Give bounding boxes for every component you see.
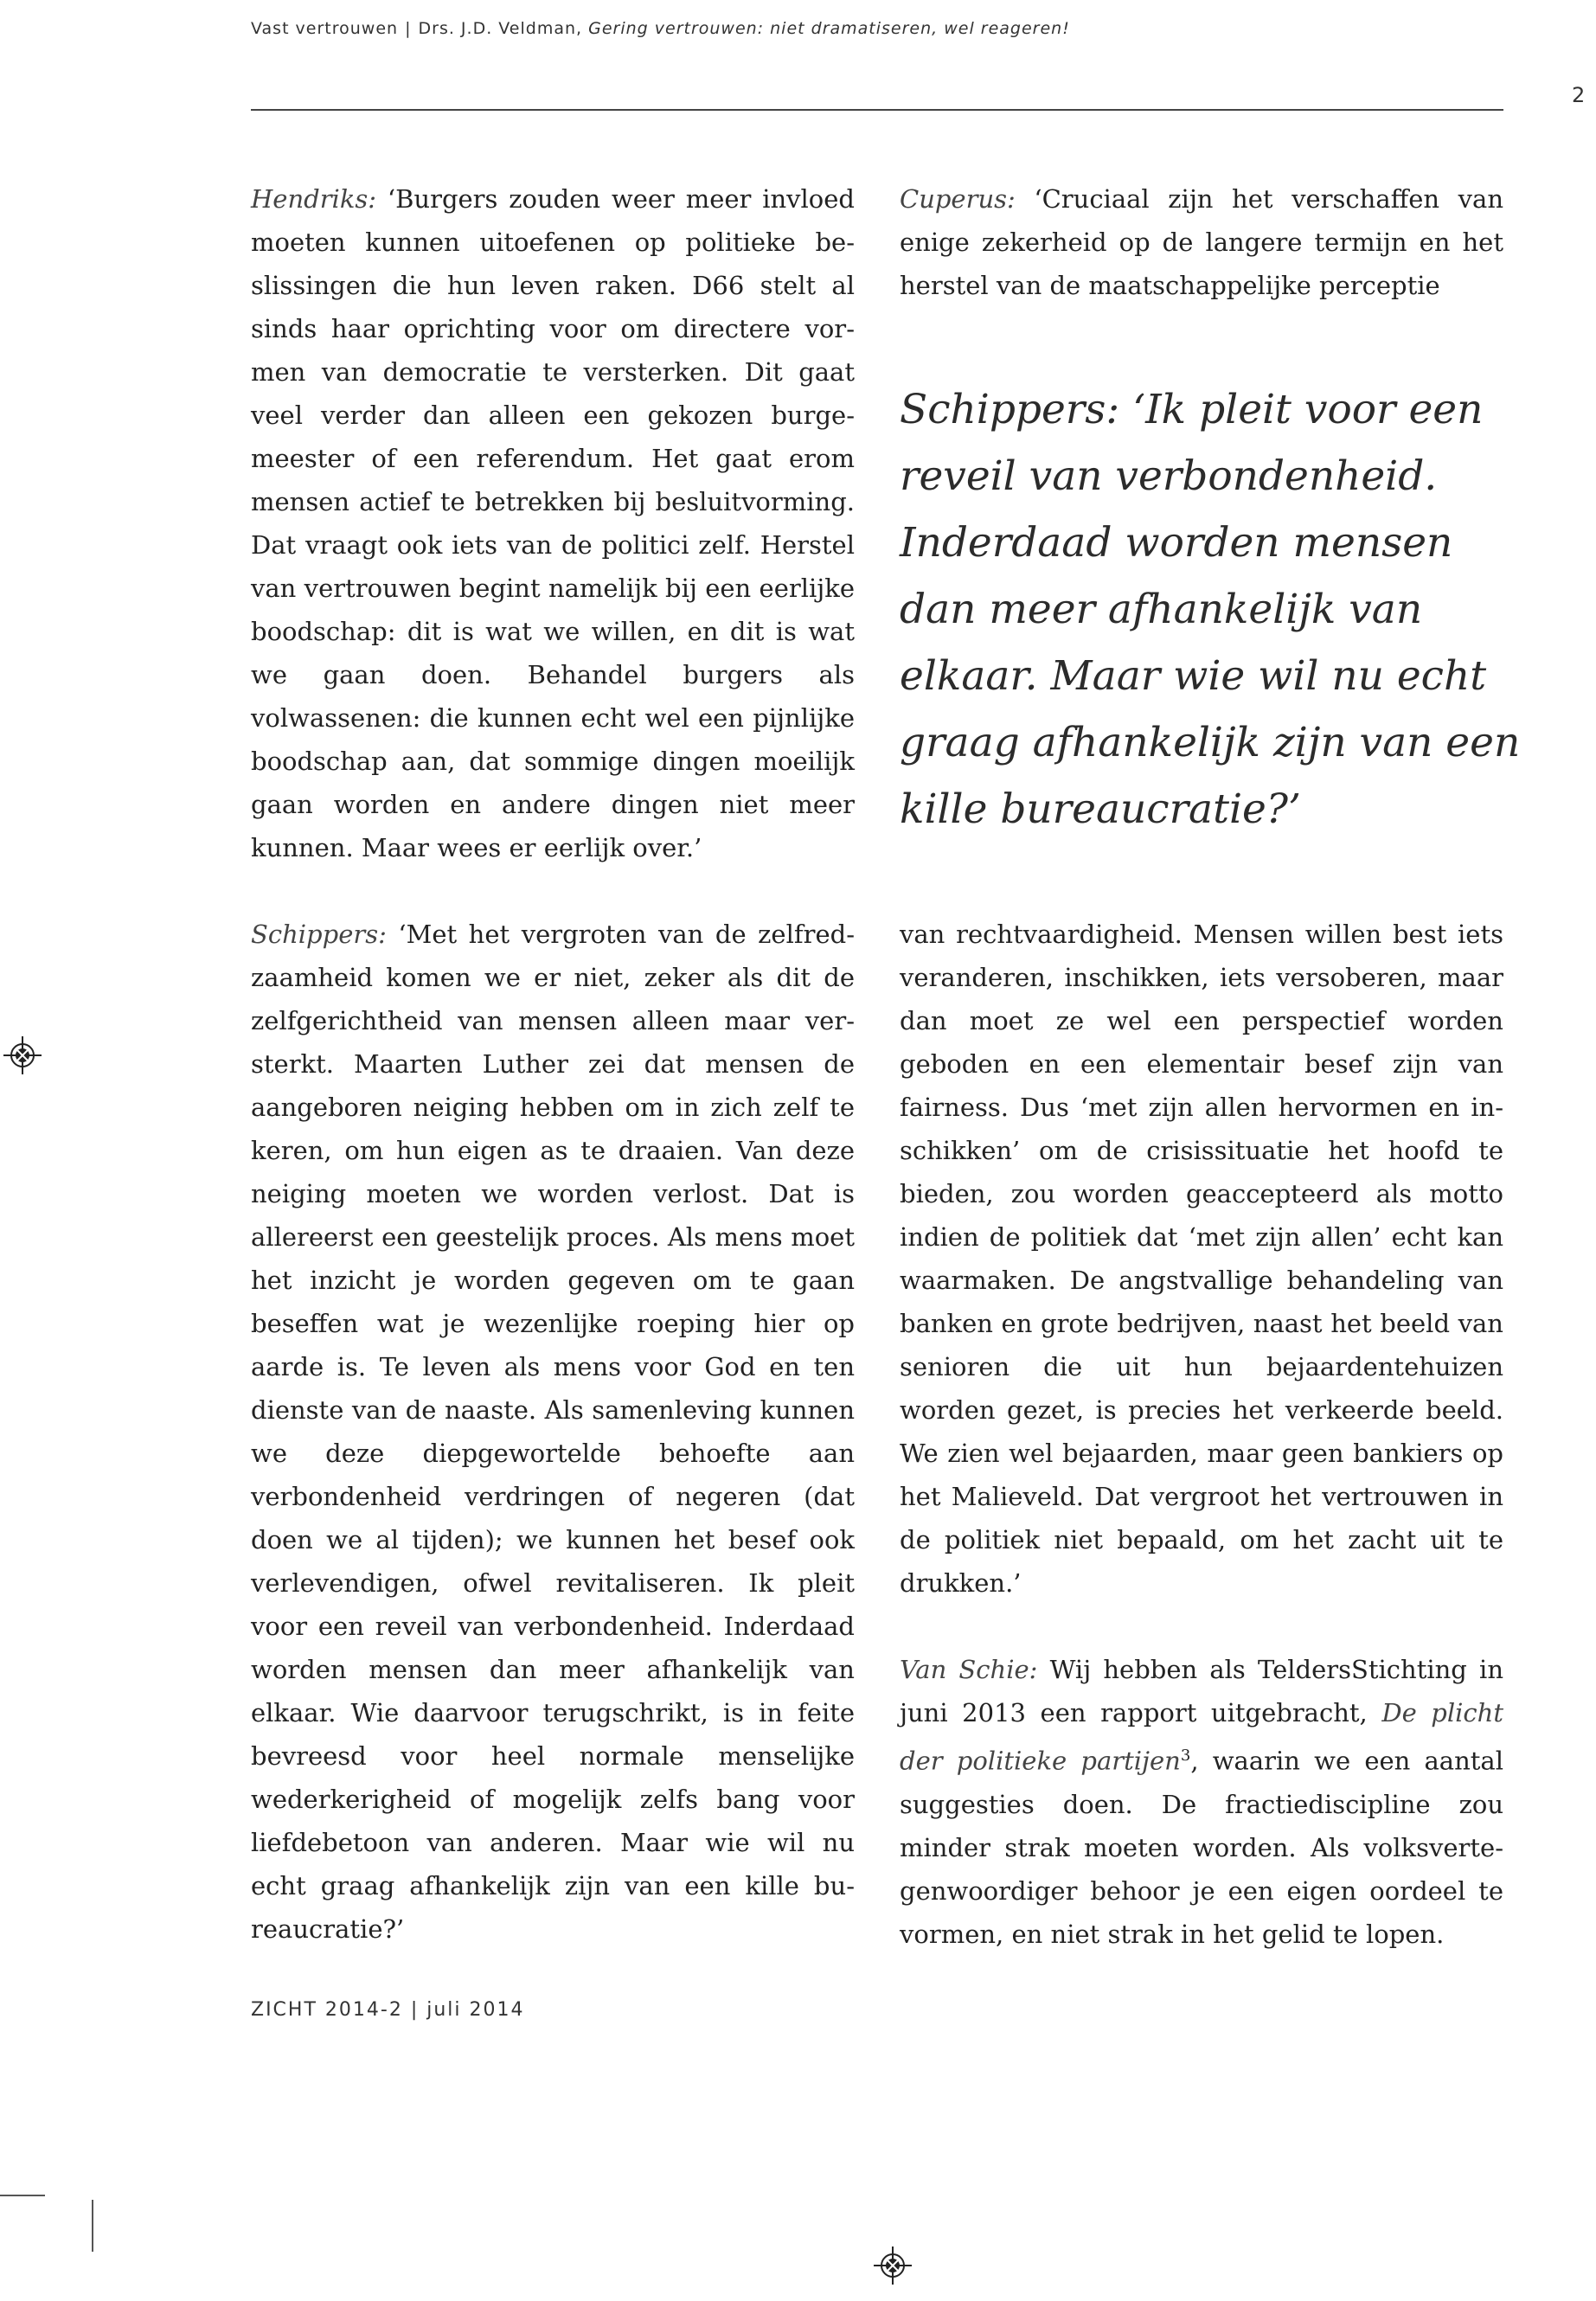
paragraph-cuperus	[900, 177, 1503, 307]
speaker-label: Hendriks:	[251, 184, 377, 214]
speaker-label: Schippers:	[251, 920, 387, 949]
header-section: Vast vertrouwen	[251, 19, 399, 38]
header-rule	[251, 109, 1503, 111]
crop-mark-horizontal	[0, 2195, 45, 2196]
header-author: Drs. J.D. Veldman,	[418, 19, 583, 38]
footnote-reference[interactable]: 3	[1180, 1747, 1191, 1765]
column-right-top	[900, 177, 1503, 307]
page-number: 2	[1572, 83, 1586, 107]
column-left-bottom	[251, 913, 855, 1951]
speaker-label: Cuperus:	[900, 184, 1016, 214]
pull-quote: Schippers: ‘Ik pleit voor een reveil van verbondenheid. Inderdaad worden mensen dan meer afhankelijk van elkaar. Maar wie wil nu echt graag afhankelijk zijn van een kille bureaucratie?’	[900, 386, 1521, 833]
paragraph-schippers	[251, 913, 855, 1951]
paragraph-text: Wij hebben als TeldersStichting in juni 2013 een rapport uitgebracht,	[900, 1655, 1503, 1727]
page-footer	[251, 1999, 525, 2021]
paragraph-text: ‘Burgers zouden weer meer invloed moeten kunnen uitoefenen op politieke beslissingen die hun leven raken. D66 stelt al sinds haar oprichting voor om directere vormen van democratie te versterken. Dit gaat veel verder dan alleen een gekozen burgemeester of een referendum. Het gaat erom mensen actief te betrekken bij besluitvorming. Dat vraagt ook iets van de politici zelf. Herstel van vertrouwen begint namelijk bij een eerlijke boodschap: dit is wat we willen, en dit is wat we gaan doen. Behandel burgers als volwassenen: die kunnen echt wel een pijnlijke boodschap aan, dat sommige dingen moeilijk gaan worden en andere dingen niet meer kunnen. Maar wees er eerlijk over.’	[251, 184, 855, 862]
running-head	[251, 19, 1070, 38]
crop-mark-vertical	[92, 2200, 93, 2252]
registration-mark-icon	[3, 1036, 42, 1074]
paragraph-van-schie	[900, 1648, 1503, 1956]
registration-mark-icon	[874, 2247, 912, 2285]
footer-date: juli 2014	[426, 1999, 525, 2021]
paragraph-hendriks	[251, 177, 855, 869]
speaker-label: Van Schie:	[900, 1655, 1038, 1684]
paragraph-text: ‘Cruciaal zijn het verschaffen van enige zekerheid op de langere termijn en het herstel van de maatschappelijke perceptie	[900, 184, 1503, 300]
header-subtitle: Gering vertrouwen: niet dramatiseren, wel reageren!	[588, 19, 1070, 38]
footer-journal: ZICHT 2014-2	[251, 1999, 403, 2021]
column-right-bottom	[900, 1648, 1503, 1956]
column-left-top	[251, 177, 855, 869]
header-separator: |	[405, 19, 412, 38]
paragraph-text: , waarin we een aantal suggesties doen. De fractiediscipline zou minder strak moeten worden. Als volksvertegenwoordiger behoor je een eigen oordeel te vormen, en niet strak in het gelid te lopen.	[900, 1746, 1503, 1949]
paragraph-text: ‘Met het vergroten van de zelfredzaamheid komen we er niet, zeker als dit de zelfgerichtheid van mensen alleen maar versterkt. Maarten Luther zei dat mensen de aangeboren neiging hebben om in zich zelf te keren, om hun eigen as te draaien. Van deze neiging moeten we worden verlost. Dat is allereerst een geestelijk proces. Als mens moet het inzicht je worden gegeven om te gaan beseffen wat je wezenlijke roeping hier op aarde is. Te leven als mens voor God en ten dienste van de naaste. Als samenleving kunnen we deze diepgewortelde behoefte aan verbondenheid verdringen of negeren (dat doen we al tijden); we kunnen het besef ook verlevendigen, ofwel revitaliseren. Ik pleit voor een reveil van verbondenheid. Inderdaad worden mensen dan meer afhankelijk van elkaar. Wie daarvoor terugschrikt, is in feite bevreesd voor heel normale menselijke wederkerigheid of mogelijk zelfs bang voor liefdebetoon van anderen. Maar wie wil nu echt graag afhankelijk zijn van een kille bureaucratie?’	[251, 920, 855, 1944]
column-right-middle	[900, 913, 1503, 1605]
paragraph-cuperus-continued: van rechtvaardigheid. Mensen willen best iets veranderen, inschikken, iets versoberen, maar dan moet ze wel een perspectief worden geboden en een elementair besef zijn van fairness. Dus ‘met zijn allen hervormen en inschikken’ om de crisissituatie het hoofd te bieden, zou worden geaccepteerd als motto indien de politiek dat ‘met zijn allen’ echt kan waarmaken. De angstvallige behandeling van banken en grote bedrijven, naast het beeld van senioren die uit hun bejaardentehuizen worden gezet, is precies het verkeerde beeld. We zien wel bejaarden, maar geen bankiers op het Malieveld. Dat vergroot het vertrouwen in de politiek niet bepaald, om het zacht uit te drukken.’	[900, 920, 1503, 1598]
footer-separator: |	[410, 1999, 420, 2021]
report-title: De plicht der politieke partijen	[900, 1698, 1503, 1776]
